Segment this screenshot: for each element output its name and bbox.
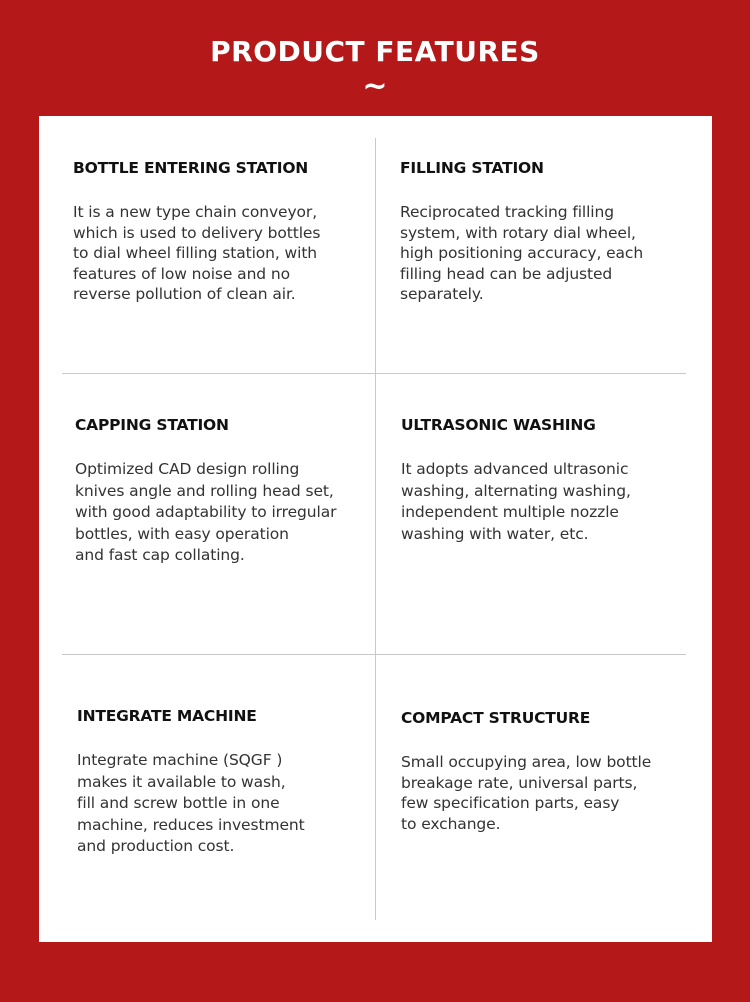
feature-description: Reciprocated tracking filling system, with rotary dial wheel, high positioning accuracy, each filling head can be adjusted separately. [400, 203, 644, 303]
feature-title: ULTRASONIC WASHING [401, 416, 596, 434]
row-divider-1 [62, 373, 686, 374]
row-divider-2 [62, 654, 686, 655]
feature-description: Integrate machine (SQGF ) makes it available to wash, fill and screw bottle in one machine, reduces investment and production cost. [77, 751, 305, 855]
feature-title: COMPACT STRUCTURE [401, 709, 591, 727]
features-card [39, 116, 712, 942]
feature-capping-station [75, 415, 375, 567]
feature-description: Optimized CAD design rolling knives angle and rolling head set, with good adaptability to irregular bottles, with easy operation and fast cap collating. [75, 460, 337, 564]
title-decoration: ~ [362, 69, 388, 104]
feature-description: Small occupying area, low bottle breakage rate, universal parts, few specification parts, easy to exchange. [401, 753, 652, 833]
feature-title: INTEGRATE MACHINE [77, 707, 257, 725]
page-title: PRODUCT FEATURES [210, 35, 540, 68]
feature-title: CAPPING STATION [75, 416, 229, 434]
feature-title: FILLING STATION [400, 159, 544, 177]
feature-bottle-entering-station [73, 158, 373, 305]
feature-compact-structure [401, 708, 701, 834]
feature-filling-station [400, 158, 700, 305]
feature-integrate-machine [77, 706, 377, 858]
feature-description: It is a new type chain conveyor, which is used to delivery bottles to dial wheel filling station, with features of low noise and no reverse pollution of clean air. [73, 203, 321, 303]
feature-ultrasonic-washing [401, 415, 701, 545]
feature-title: BOTTLE ENTERING STATION [73, 159, 309, 177]
feature-description: It adopts advanced ultrasonic washing, alternating washing, independent multiple nozzle washing with water, etc. [401, 460, 631, 543]
